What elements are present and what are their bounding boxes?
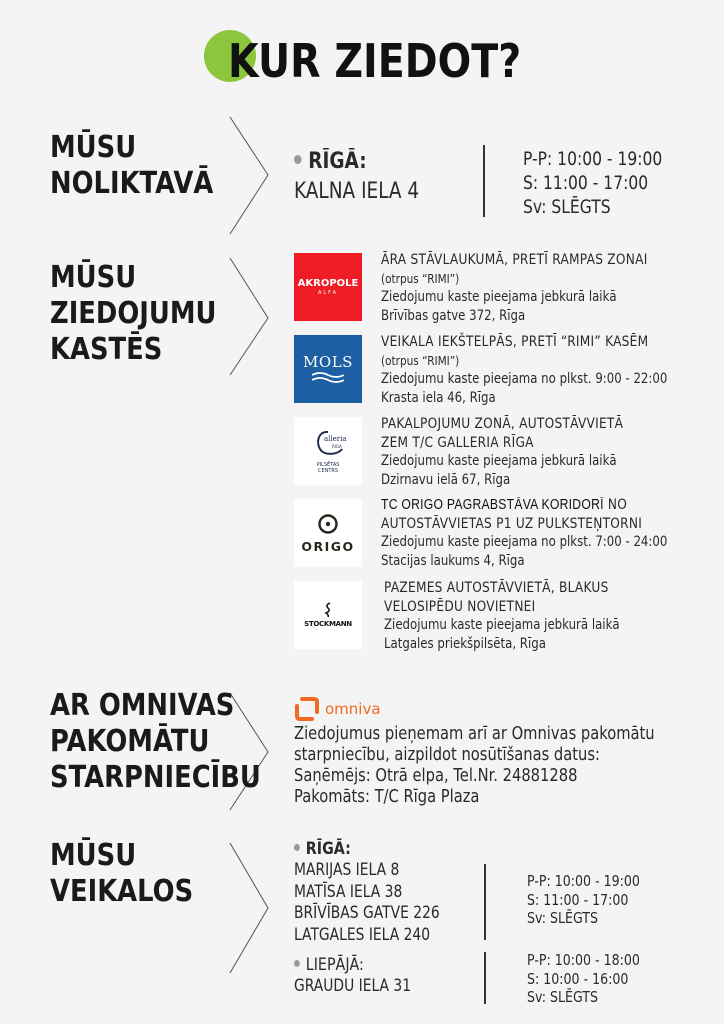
entry-title-highlight: TC ORIGO PAGRABSTĀVA KORIDORĪ — [381, 497, 604, 513]
entry-note: (otrpus “RIMI”) — [381, 270, 460, 286]
entry-availability: Ziedojumu kaste pieejama no plkst. 7:00 - 24:00 — [381, 534, 668, 550]
heading-boxes — [50, 260, 216, 368]
entry-availability: Ziedojumu kaste pieejama no plkst. 9:00 - 22:00 — [381, 371, 668, 387]
origo-logo — [294, 499, 362, 567]
logo-text: alleria — [324, 434, 347, 443]
city-label: RĪGĀ: — [308, 149, 367, 174]
logo-caption — [317, 462, 340, 474]
galleria-logo — [294, 417, 362, 485]
logo-text: omniva — [325, 700, 381, 718]
entry-title: AUTOSTĀVVIETAS P1 UZ PULKSTEŅTORNI — [381, 515, 643, 532]
caption-line: CENTRS — [317, 467, 339, 474]
entry-address: Latgales priekšpilsēta, Rīga — [384, 635, 546, 652]
heading-line: STARPNIECĪBU — [50, 760, 261, 795]
divider — [483, 145, 485, 217]
entry-title: PAKALPOJUMU ZONĀ, AUTOSTĀVVIETĀ — [381, 416, 624, 432]
chevron-icon — [230, 843, 268, 973]
logo-subtext: ALFA — [317, 290, 339, 296]
entry-address: Stacijas laukums 4, Rīga — [381, 552, 525, 569]
hours-line: P-P: 10:00 - 18:00 — [527, 951, 640, 969]
omniva-info — [294, 724, 655, 808]
hours-line: Sv: SLĒGTS — [527, 909, 599, 927]
entry-title: VEIKALA IEKŠTELPĀS, PRETĪ “RIMI” KASĒM — [381, 334, 649, 350]
entry-title: VELOSIPĒDU NOVIETNEI — [384, 598, 536, 615]
stores-liepaja-city — [294, 954, 364, 976]
entry-address: Dzirnavu ielā 67, Rīga — [381, 471, 511, 488]
heading-line: NOLIKTAVĀ — [50, 166, 214, 201]
omniva-logo — [294, 696, 381, 722]
warehouse-address: KALNA IELA 4 — [294, 179, 420, 204]
logo-text: ORIGO — [301, 538, 355, 554]
galleria-mark — [308, 429, 348, 459]
galleria-g-icon — [308, 429, 348, 459]
info-line: Pakomāts: T/C Rīga Plaza — [294, 787, 480, 807]
hours-line: P-P: 10:00 - 19:00 — [523, 149, 663, 170]
caption-line: PILSĒTAS — [316, 461, 340, 468]
bullet-icon — [294, 844, 300, 851]
akropole-logo — [294, 253, 362, 321]
logo-text: AKROPOLE — [297, 278, 359, 289]
hours-line: P-P: 10:00 - 19:00 — [527, 872, 640, 890]
page-title: KUR ZIEDOT? — [228, 34, 522, 88]
divider — [484, 952, 486, 1004]
stores-riga-hours — [527, 872, 640, 928]
store-address: LATGALES IELA 240 — [294, 924, 431, 944]
store-address: GRAUDU IELA 31 — [294, 976, 412, 995]
store-address: MATĪSA IELA 38 — [294, 881, 403, 901]
entry-address: Krasta iela 46, Rīga — [381, 389, 496, 406]
info-line: Saņēmējs: Otrā elpa, Tel.Nr. 24881288 — [294, 766, 578, 786]
bullet-icon — [294, 960, 300, 967]
hours-line: Sv: SLĒGTS — [523, 197, 611, 218]
entry-availability: Ziedojumu kaste pieejama jebkurā laikā — [381, 289, 617, 305]
entry-address: Brīvības gatve 372, Rīga — [381, 307, 526, 324]
hours-line: S: 11:00 - 17:00 — [527, 890, 629, 909]
store-address: BRĪVĪBAS GATVE 226 — [294, 903, 440, 922]
box-entry-origo — [381, 496, 667, 570]
heading-line: PAKOMĀTU — [50, 724, 210, 759]
heading-line: VEIKALOS — [50, 874, 194, 909]
logo-text: STOCKMANN — [304, 620, 352, 628]
heading-stores — [50, 838, 193, 910]
bullet-icon — [294, 155, 302, 164]
logo-text: MOLS — [303, 353, 353, 371]
chevron-icon — [230, 258, 268, 375]
stockmann-s-icon — [323, 602, 333, 618]
entry-title: ĀRA STĀVLAUKUMĀ, PRETĪ RAMPAS ZONAI — [381, 252, 648, 268]
entry-title: ZEM T/C GALLERIA RĪGA — [381, 434, 534, 451]
city-label: RĪGĀ: — [305, 839, 351, 859]
info-line: starpniecību, aizpildot nosūtīšanas datus: — [294, 745, 600, 765]
box-entry-galleria — [381, 415, 623, 489]
stockmann-logo — [294, 581, 362, 649]
stores-liepaja-addresses — [294, 975, 411, 997]
chevron-icon — [230, 117, 268, 234]
heading-line: KASTĒS — [50, 332, 163, 367]
waves-icon — [310, 371, 346, 385]
heading-warehouse — [50, 130, 213, 202]
entry-note: (otrpus “RIMI”) — [381, 352, 460, 368]
hours-line: Sv: SLĒGTS — [527, 988, 599, 1006]
hours-line: S: 10:00 - 16:00 — [527, 969, 629, 988]
entry-title: PAZEMES AUTOSTĀVVIETĀ, BLAKUS — [384, 580, 609, 596]
heading-omniva — [50, 688, 261, 796]
heading-line: MŪSU — [50, 838, 137, 873]
city-label: LIEPĀJĀ: — [305, 955, 364, 975]
hours-line: S: 11:00 - 17:00 — [523, 173, 649, 194]
omniva-mark-icon — [294, 696, 320, 722]
heading-line: AR OMNIVAS — [50, 688, 235, 723]
entry-availability: Ziedojumu kaste pieejama jebkurā laikā — [381, 453, 617, 469]
origo-circle-icon — [317, 513, 339, 535]
stores-riga-addresses — [294, 859, 440, 945]
divider — [484, 864, 486, 940]
box-entry-stockmann — [384, 579, 620, 653]
warehouse-hours — [523, 148, 662, 220]
heading-line: MŪSU — [50, 260, 137, 295]
entry-availability: Ziedojumu kaste pieejama jebkurā laikā — [384, 617, 620, 633]
store-address: MARIJAS IELA 8 — [294, 860, 400, 879]
entry-title: NO — [603, 497, 628, 513]
heading-line: MŪSU — [50, 130, 137, 165]
stores-liepaja-hours — [527, 951, 640, 1007]
logo-subtext: RIGA — [332, 443, 342, 449]
box-entry-mols — [381, 333, 667, 407]
stores-riga-city — [294, 838, 351, 860]
box-entry-akropole — [381, 251, 648, 325]
heading-line: ZIEDOJUMU — [50, 296, 217, 331]
info-line: Ziedojumus pieņemam arī ar Omnivas pakomātu — [294, 724, 655, 744]
warehouse-city — [294, 148, 367, 175]
mols-logo — [294, 335, 362, 403]
